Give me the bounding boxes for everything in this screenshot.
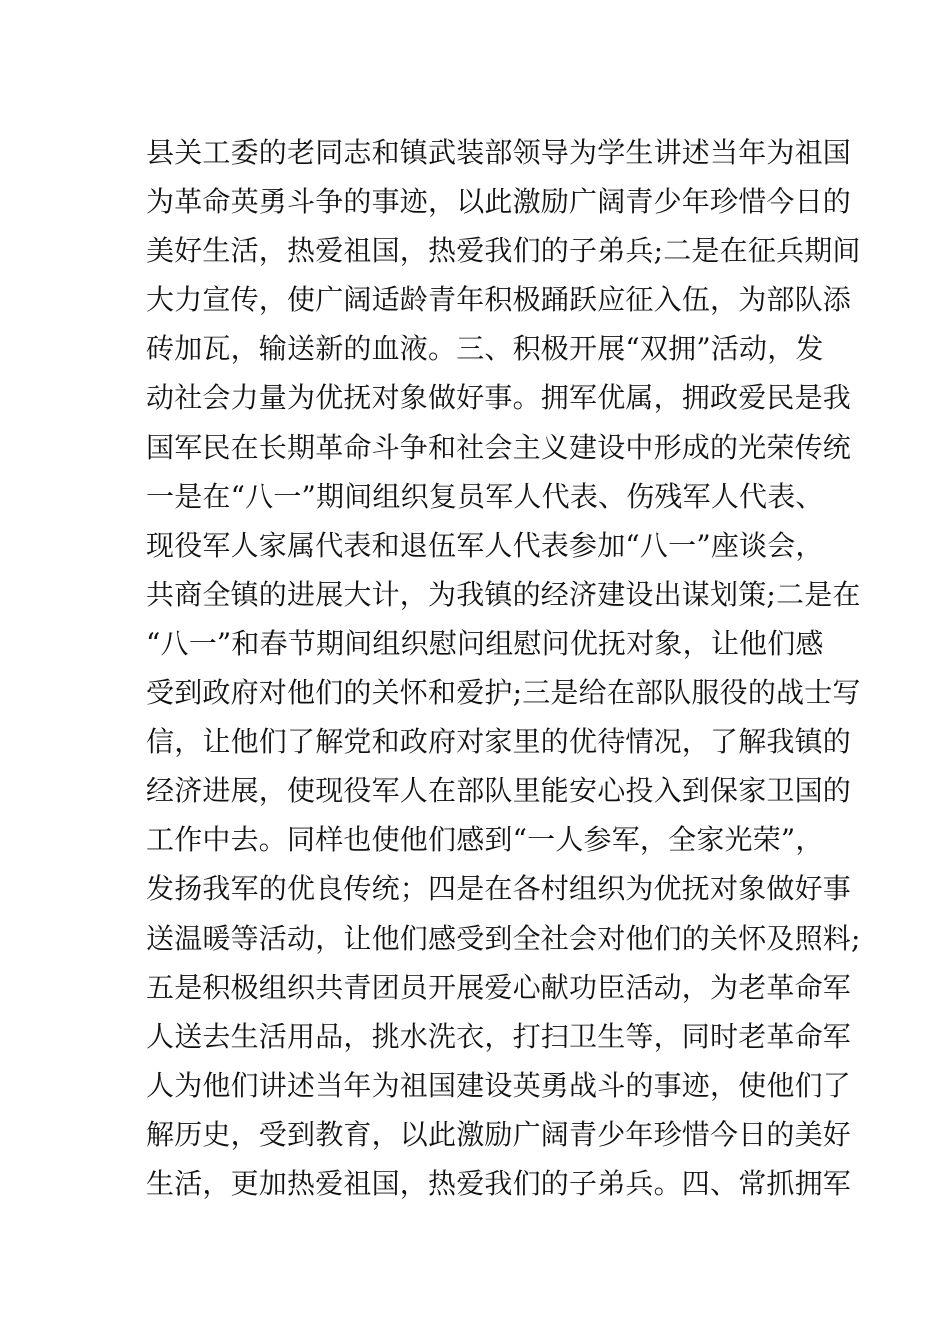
text-line-15: 工作中去。同样也使他们感到“一人参军，全家光荣”， bbox=[146, 823, 824, 857]
text-line-7: 国军民在长期革命斗争和社会主义建设中形成的光荣传统 bbox=[146, 430, 852, 464]
text-line-17: 送温暖等活动，让他们感受到全社会对他们的关怀及照料; bbox=[146, 921, 861, 955]
text-line-19: 人送去生活用品，挑水洗衣，打扫卫生等，同时老革命军 bbox=[146, 1019, 852, 1053]
text-line-1: 县关工委的老同志和镇武装部领导为学生讲述当年为祖国 bbox=[146, 136, 852, 169]
text-line-16: 发扬我军的优良传统；四是在各村组织为优抚对象做好事 bbox=[146, 872, 852, 906]
text-line-21: 解历史，受到教育，以此激励广阔青少年珍惜今日的美好 bbox=[146, 1117, 852, 1151]
text-line-6: 动社会力量为优抚对象做好事。拥军优属，拥政爱民是我 bbox=[146, 381, 852, 415]
text-line-2: 为革命英勇斗争的事迹，以此激励广阔青少年珍惜今日的 bbox=[146, 185, 852, 219]
text-line-5: 砖加瓦，输送新的血液。三、积极开展“双拥”活动，发 bbox=[146, 332, 824, 366]
text-line-9: 现役军人家属代表和退伍军人代表参加“八一”座谈会， bbox=[146, 528, 824, 562]
text-line-8: 一是在“八一”期间组织复员军人代表、伤残军人代表、 bbox=[146, 479, 824, 513]
body-text bbox=[146, 128, 861, 1208]
text-line-11: “八一”和春节期间组织慰问组慰问优抚对象，让他们感 bbox=[146, 626, 824, 660]
text-line-20: 人为他们讲述当年为祖国建设英勇战斗的事迹，使他们了 bbox=[146, 1068, 852, 1102]
text-line-14: 经济进展，使现役军人在部队里能安心投入到保家卫国的 bbox=[146, 774, 852, 808]
text-line-10: 共商全镇的进展大计，为我镇的经济建设出谋划策;二是在 bbox=[146, 577, 861, 611]
text-line-3: 美好生活，热爱祖国，热爱我们的子弟兵;二是在征兵期间 bbox=[146, 234, 861, 268]
text-line-12: 受到政府对他们的关怀和爱护;三是给在部队服役的战士写 bbox=[146, 676, 861, 710]
text-line-18: 五是积极组织共青团员开展爱心献功臣活动，为老革命军 bbox=[146, 970, 852, 1004]
text-line-13: 信，让他们了解党和政府对家里的优待情况，了解我镇的 bbox=[146, 725, 852, 759]
text-line-4: 大力宣传，使广阔适龄青年积极踊跃应征入伍，为部队添 bbox=[146, 283, 852, 317]
text-line-22: 生活，更加热爱祖国，热爱我们的子弟兵。四、常抓拥军 bbox=[146, 1166, 852, 1200]
